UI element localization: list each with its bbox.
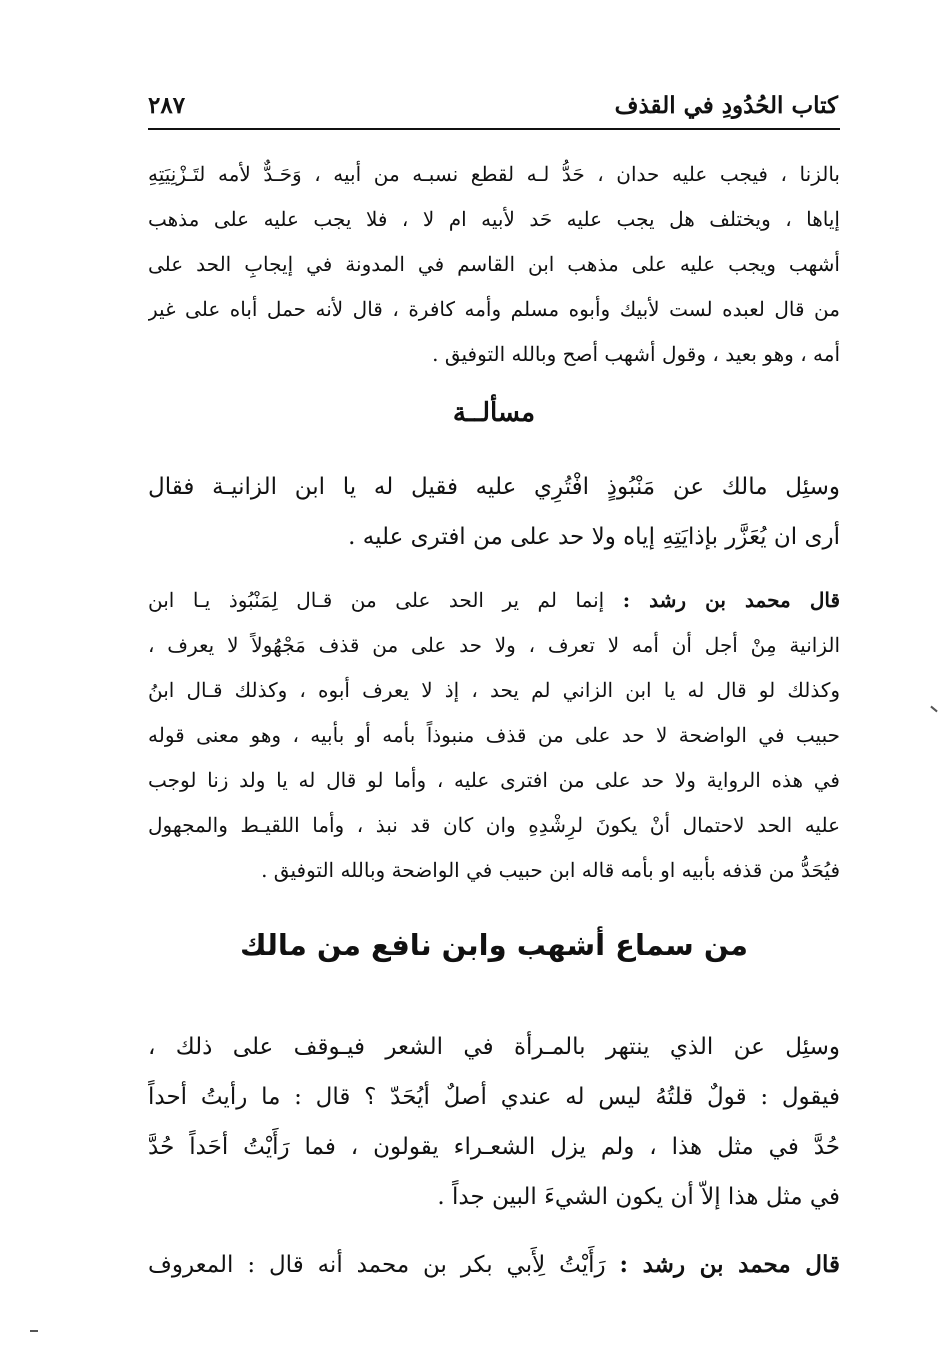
page-number: ٢٨٧: [148, 91, 186, 119]
text-line: وسئِل مالك عن مَنْبُوذٍ افْتُرِي عليه فقيل له يا ابن الزانيـة فقال: [148, 474, 840, 500]
text-line: وسئِل عن الذي ينتهر بالمـرأة في الشعر فيـوقف على ذلك ،: [148, 1034, 840, 1060]
text-line: بالزنا ، فيجب عليه حدان ، حَدُّ لـه لقطع نسبـه من أبيه ، وَحَـدٌّ لأمه لتَـزْنِيَتِهِ: [148, 162, 840, 186]
running-title: كتاب الحُدُودِ في القذف: [614, 91, 838, 119]
text-line: في مثل هذا إلاّ أن يكون الشيءَ البين جداً .: [437, 1184, 840, 1210]
text-line: أشهب ويجب عليه على مذهب ابن القاسم في المدونة في إيجابِ الحد على: [148, 252, 840, 276]
text-line: حُدَّ في مثل هذا ، ولم يزل الشعـراء يقولون ، فما رَأَيْتُ أحَداً حُدَّ: [148, 1134, 840, 1160]
text-line: أمه ، وهو بعيد ، وقول أشهب أصح وبالله التوفيق .: [432, 342, 840, 366]
text-line-first: [148, 1240, 840, 1290]
text-line: وكذلك لو قال له يا ابن الزاني لم يحد ، إذ لا يعرف أبوه ، وكذلك قـال ابنُ: [148, 678, 840, 702]
scan-mark: [930, 706, 937, 713]
text-span: إنما لم ير الحد على من قـال لِمَنْبُوذ يـا ابن: [148, 588, 605, 612]
section-heading: من سماع أشهب وابن نافع من مالك: [240, 928, 748, 962]
text-line-first: [148, 578, 840, 623]
paragraph-3: [148, 578, 840, 893]
paragraph-4: [148, 1022, 840, 1222]
paragraph-1: [148, 152, 840, 377]
text-line: إياها ، ويختلف هل يجب عليه حَد لأبيه ام لا ، فلا يجب عليه على مذهب: [148, 207, 840, 231]
paragraph-2: [148, 462, 840, 562]
text-line: من قال لعبده لست لأبيك وأبوه مسلم وأمه كافرة ، قال لأنه حمل أباه على غير: [148, 297, 840, 321]
text-line: عليه الحد لاحتمال أنْ يكونَ لرِشْدِهِ وان كان قد نبذ ، وأما اللقيـط والمجهول: [148, 813, 840, 837]
text-line: أرى ان يُعَزَّر بإذايَتِهِ إياه ولا حد على من افترى عليه .: [348, 524, 840, 550]
text-line: في هذه الرواية ولا حد على من افترى عليه ، وأما لو قال له يا ولد زنا لوجب: [148, 768, 840, 792]
heading-masala: مسألــة: [452, 398, 536, 428]
page-header: [148, 86, 838, 124]
paragraph-5: [148, 1240, 840, 1290]
text-span: رَأَيْتُ لِأَبي بكر بن محمد أنه قال : المعروف: [148, 1252, 606, 1278]
text-line: فيقول : قولٌ قلتُهُ ليس له عندي أصلٌ أيُحَدّ ؟ قال : ما رأيتُ أحداً: [148, 1084, 840, 1110]
header-rule: [148, 128, 840, 130]
scan-mark: [30, 1330, 38, 1332]
text-line: الزانية مِنْ أجل أن أمه لا تعرف ، ولا حد على من قذف مَجْهُولاً لا يعرف ،: [148, 633, 840, 657]
speaker-lead: قال محمد بن رشد :: [622, 588, 840, 612]
text-line: فيُحَدُّ من قذفه بأبيه او بأمه قاله ابن حبيب في الواضحة وبالله التوفيق .: [261, 858, 840, 882]
text-line: حبيب في الواضحة لا حد على من قذف منبوذاً بأمه أو بأبيه ، وهو معنى قوله: [148, 723, 840, 747]
speaker-lead: قال محمد بن رشد :: [619, 1251, 840, 1278]
